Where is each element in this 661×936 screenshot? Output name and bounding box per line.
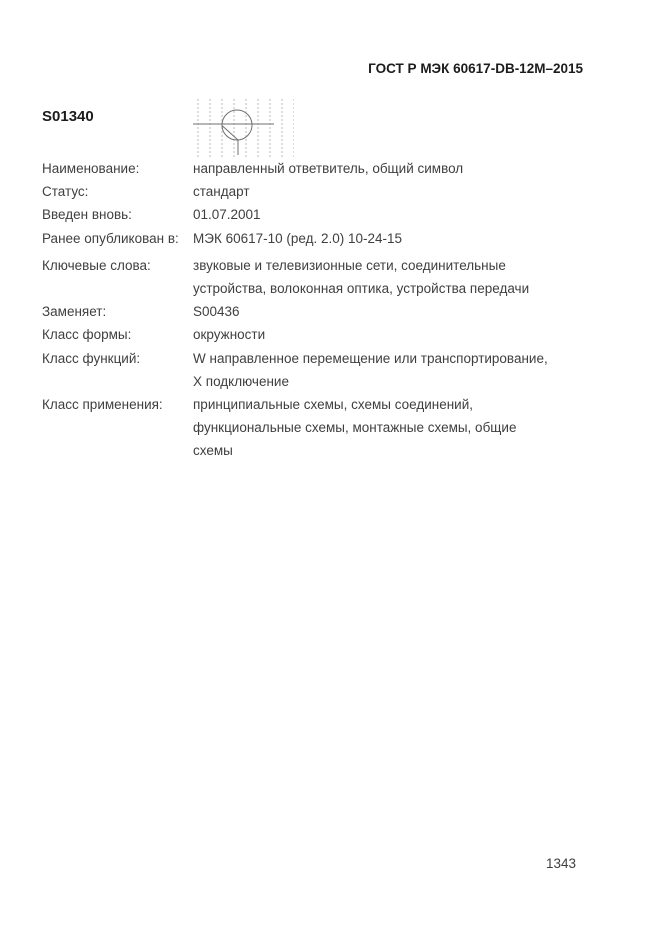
- field-value-line: S00436: [193, 304, 240, 320]
- field-label: Наименование:: [42, 161, 140, 176]
- field-value-line: устройства, волоконная оптика, устройства передачи: [193, 281, 530, 297]
- field-row-application-class: [42, 393, 554, 463]
- field-row-keywords: [42, 254, 554, 300]
- symbol-figure: [186, 95, 296, 161]
- field-row-function-class: [42, 347, 554, 393]
- field-row-status: [42, 180, 554, 203]
- field-value: [193, 323, 554, 346]
- field-value: [193, 180, 554, 203]
- field-value-line: W направленное перемещение или транспортирование,: [193, 350, 548, 366]
- field-row-replaces: [42, 300, 554, 323]
- field-value-line: направленный ответвитель, общий символ: [193, 161, 464, 176]
- field-value-line: X подключение: [193, 373, 289, 389]
- field-value: [193, 347, 554, 393]
- field-value-line: МЭК 60617-10 (ред. 2.0) 10-24-15: [193, 230, 403, 246]
- field-value-line: 01.07.2001: [193, 207, 261, 223]
- field-value-line: схемы: [193, 443, 233, 459]
- field-value: [193, 227, 554, 250]
- field-label: Заменяет:: [42, 304, 107, 320]
- field-row-shape-class: [42, 323, 554, 346]
- field-label: Класс функций:: [42, 350, 141, 366]
- field-value-line: стандарт: [193, 184, 250, 200]
- field-value: [193, 300, 554, 323]
- field-label: Ранее опубликован в:: [42, 230, 179, 246]
- field-value: [193, 254, 554, 300]
- field-value: [193, 393, 554, 463]
- field-value: [193, 157, 554, 180]
- field-value: [193, 203, 554, 226]
- field-label: Класс применения:: [42, 397, 163, 413]
- directional-coupler-icon: [186, 95, 296, 161]
- document-header: ГОСТ Р МЭК 60617-DB-12M–2015: [368, 61, 583, 76]
- field-row-name: [42, 157, 554, 180]
- field-value-line: функциональные схемы, монтажные схемы, общие: [193, 420, 517, 436]
- field-label: Класс формы:: [42, 327, 132, 343]
- page-number: 1343: [545, 856, 576, 871]
- field-row-published: [42, 227, 554, 250]
- field-value-line: звуковые и телевизионные сети, соединительные: [193, 257, 506, 273]
- properties-list: [42, 157, 554, 463]
- symbol-id: S01340: [42, 108, 94, 125]
- field-label: Ключевые слова:: [42, 257, 151, 273]
- field-label: Статус:: [42, 184, 89, 200]
- field-label: Введен вновь:: [42, 207, 132, 223]
- field-value-line: принципиальные схемы, схемы соединений,: [193, 397, 473, 413]
- field-row-introduced: [42, 203, 554, 226]
- field-value-line: окружности: [193, 327, 266, 343]
